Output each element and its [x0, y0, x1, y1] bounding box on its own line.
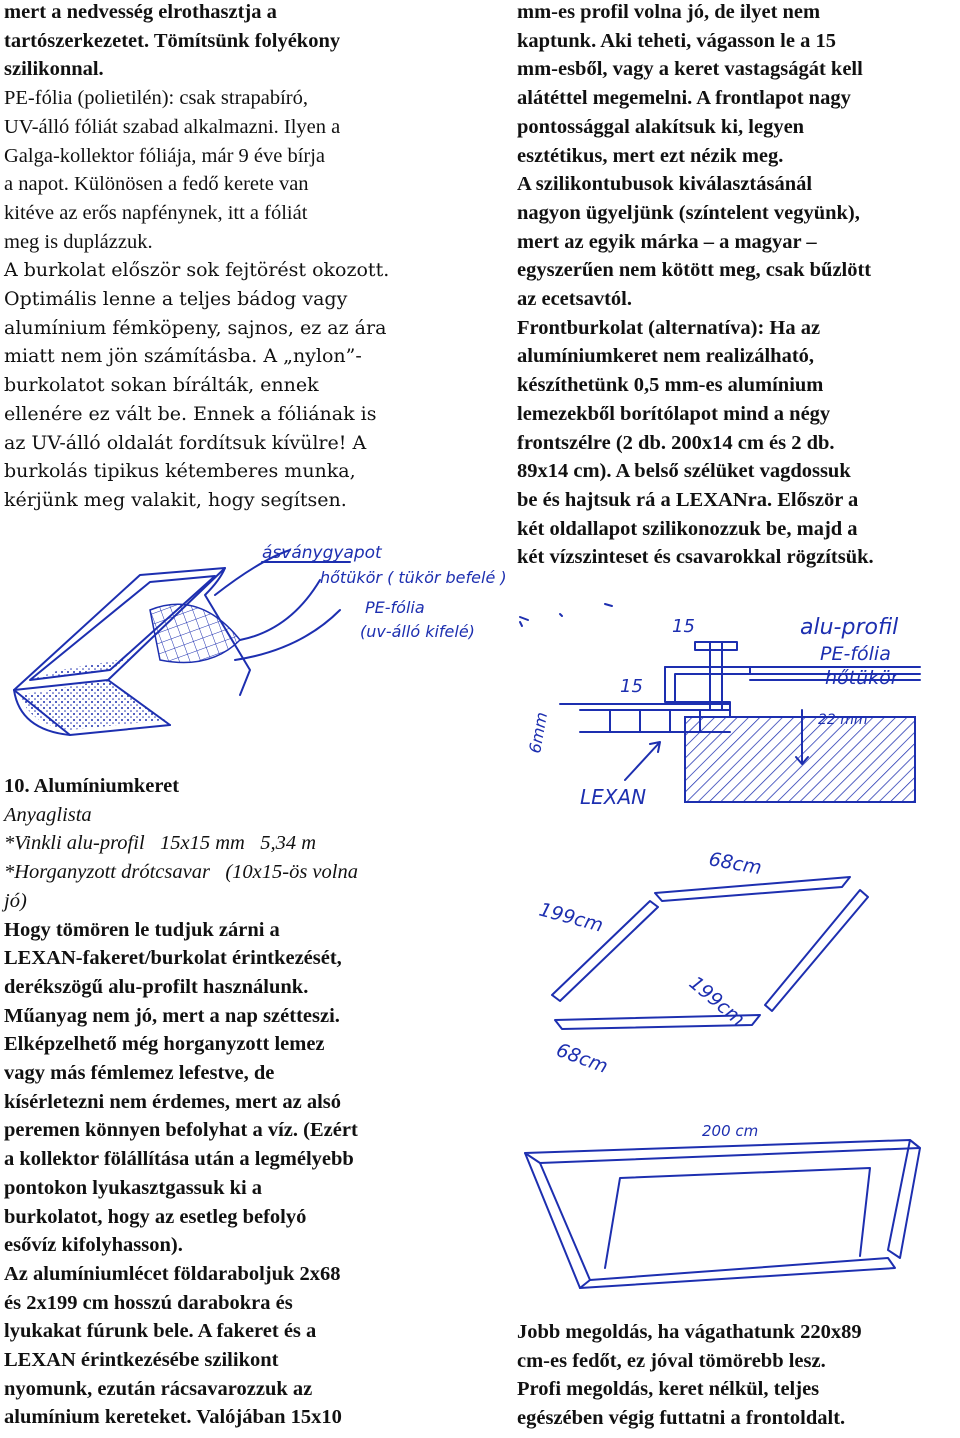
pen-marks	[520, 604, 612, 626]
text-line: kaptunk. Aki teheti, vágasson le a 15	[517, 29, 836, 52]
text-line: lyukakat fúrunk bele. A fakeret és a	[4, 1320, 317, 1343]
text-line: peremen könnyen befolyhat a víz. (Ezért	[4, 1119, 358, 1142]
text-line: a napot. Különösen a fedő kerete van	[4, 173, 309, 196]
text-line: miatt nem jön számításba. A „nylon”-	[4, 345, 362, 368]
collector-layers-sketch	[0, 520, 507, 750]
label-alu-profile: alu-profil	[800, 615, 899, 640]
paragraph-pe-foil	[4, 84, 474, 256]
text-line: ellenére ez vált be. Ennek a fóliának is	[4, 402, 377, 425]
text-line: készíthetünk 0,5 mm-es alumínium	[517, 374, 824, 397]
text-line: vagy más fémlemez lefestve, de	[4, 1062, 275, 1085]
alu-strips-sketch	[520, 845, 940, 1120]
label-heat-mirror: hőtükör ( tükör befelé )	[320, 568, 507, 587]
text-line: Galga-kollektor fóliája, már 9 éve bírja	[4, 144, 326, 167]
text-line: Jobb megoldás, ha vágathatunk 220x89	[517, 1321, 862, 1343]
text-line: két vízszinteset és csavarokkal rögzítsük.	[517, 546, 874, 569]
text-line: UV-álló fóliát szabad alkalmazni. Ilyen a	[4, 115, 341, 138]
text-line: esővíz kifolyhasson).	[4, 1234, 183, 1257]
label-uv-side: (uv-álló kifelé)	[360, 622, 475, 641]
text-line: kísérletezni nem érdemes, mert az alsó	[4, 1090, 341, 1113]
label-6mm: 6mm	[525, 710, 552, 755]
text-line: A szilikontubusok kiválasztásánál	[517, 173, 813, 196]
materials-heading: Anyaglista	[4, 803, 92, 826]
label-pe-foil: PE-fólia	[820, 643, 891, 665]
materials-item: *Horganyzott drótcsavar (10x15-ös volna	[4, 861, 358, 884]
text-line: frontszélre (2 db. 200x14 cm és 2 db.	[517, 431, 835, 454]
cover-frame	[525, 1140, 920, 1288]
text-line: mm-esből, vagy a keret vastagságát kell	[517, 58, 863, 81]
alu-profile-cross-section	[500, 592, 955, 817]
text-line: burkolatot sokan bírálták, ennek	[4, 374, 319, 397]
strip-right	[765, 890, 868, 1011]
text-line: pontossággal alakítsuk ki, legyen	[517, 115, 805, 138]
label-68cm-bottom: 68cm	[553, 1039, 611, 1078]
text-line: alumíniumkeret nem realizálható,	[517, 345, 815, 368]
text-line: 89x14 cm). A belső szélüket vagdossuk	[517, 460, 851, 483]
text-line: mert a nedvesség elrothasztja a	[4, 1, 277, 23]
label-68cm-top: 68cm	[707, 848, 764, 880]
trough-drawing	[14, 550, 340, 735]
left-column-lower	[4, 772, 474, 1432]
text-line: be és hajtsuk rá a LEXANra. Először a	[517, 488, 859, 511]
text-line: az ecetsavtól.	[517, 288, 632, 311]
text-line: cm-es fedőt, ez jóval tömörebb lesz.	[517, 1349, 826, 1372]
text-line: burkolás tipikus kétemberes munka,	[4, 460, 356, 483]
left-column	[4, 0, 474, 515]
text-line: alumínium fémköpeny, sajnos, ez az ára	[4, 316, 387, 339]
text-line: két oldallapot szilikonozzuk be, majd a	[517, 517, 858, 540]
strip-top	[655, 877, 850, 901]
section-title: 10. Alumíniumkeret	[4, 775, 180, 797]
materials-item: *Vinkli alu-profil 15x15 mm 5,34 m	[4, 832, 317, 855]
text-line: lemezekből borítólapot mind a négy	[517, 402, 831, 425]
label-lexan: LEXAN	[580, 785, 647, 809]
text-line: Optimális lenne a teljes bádog vagy	[4, 288, 348, 311]
text-line: LEXAN érintkezésébe szilikont	[4, 1349, 279, 1372]
text-line: PE-fólia (polietilén): csak strapabíró,	[4, 87, 308, 110]
paragraph-cladding	[4, 256, 474, 514]
text-line: alátéttel megemelni. A frontlapot nagy	[517, 87, 851, 110]
text-line: LEXAN-fakeret/burkolat érintkezését,	[4, 947, 342, 970]
text-line: és 2x199 cm hosszú darabokra és	[4, 1291, 293, 1314]
text-line: mert az egyik márka – a magyar –	[517, 230, 817, 253]
text-line: szilikonnal.	[4, 58, 104, 81]
text-line: esztétikus, mert ezt nézik meg.	[517, 144, 784, 167]
text-line: kérjünk meg valakit, hogy segítsen.	[4, 488, 347, 511]
label-199cm-left: 199cm	[536, 898, 606, 937]
right-column-lower	[517, 1318, 957, 1433]
text-line: pontokon lyukasztgassuk ki a	[4, 1176, 263, 1199]
text-line: mm-es profil volna jó, de ilyet nem	[517, 1, 821, 23]
label-15-top: 15	[672, 616, 695, 637]
label-22mm: 22 mm	[818, 712, 868, 728]
text-line: alumínium kereteket. Valójában 15x10	[4, 1406, 342, 1429]
text-line: nagyon ügyeljünk (színtelent vegyünk),	[517, 201, 860, 224]
label-199cm-right: 199cm	[684, 971, 749, 1031]
sketch-labels	[262, 543, 507, 641]
text-line: meg is duplázzuk.	[4, 230, 153, 253]
text-line: Frontburkolat (alternatíva): Ha az	[517, 316, 821, 339]
text-line: kitéve az erős napfénynek, itt a fóliát	[4, 201, 308, 224]
text-line: derékszögű alu-profilt használunk.	[4, 975, 309, 998]
text-line: tartószerkezetet. Tömítsünk folyékony	[4, 29, 341, 52]
text-line: Elképzelhető még horganyzott lemez	[4, 1033, 325, 1056]
text-line: Profi megoldás, keret nélkül, teljes	[517, 1378, 820, 1401]
label-pe-foil: PE-fólia	[365, 598, 425, 617]
text-line: a kollektor fölállítása után a legmélyebb	[4, 1148, 354, 1171]
text-line: burkolatot, hogy az esetleg befolyó	[4, 1205, 307, 1228]
front-cover-sketch	[510, 1118, 950, 1303]
label-200cm: 200 cm	[702, 1122, 759, 1140]
paragraph-alu-profile	[4, 916, 474, 1433]
label-heat-mirror: hőtükör	[825, 667, 899, 689]
text-line: nyomunk, ezután rácsavarozzuk az	[4, 1377, 313, 1400]
text-line: egészében végig futtatni a frontoldalt.	[517, 1407, 846, 1430]
text-line: az UV-álló oldalát fordítsuk kívülre! A	[4, 431, 367, 454]
text-line: Hogy tömören le tudjuk zárni a	[4, 918, 280, 941]
text-line: Az alumíniumlécet földaraboljuk 2x68	[4, 1262, 341, 1285]
materials-item: jó)	[4, 889, 27, 912]
label-15-side: 15	[620, 676, 643, 697]
right-column	[517, 0, 957, 572]
label-mineral-wool: ásványgyapot	[262, 543, 382, 563]
text-line: Műanyag nem jó, mert a nap szétteszi.	[4, 1004, 340, 1027]
text-line: egyszerűen nem kötött meg, csak bűzlött	[517, 259, 872, 282]
paragraph-wood-rot	[4, 0, 474, 84]
text-line: A burkolat először sok fejtörést okozott.	[4, 259, 390, 282]
